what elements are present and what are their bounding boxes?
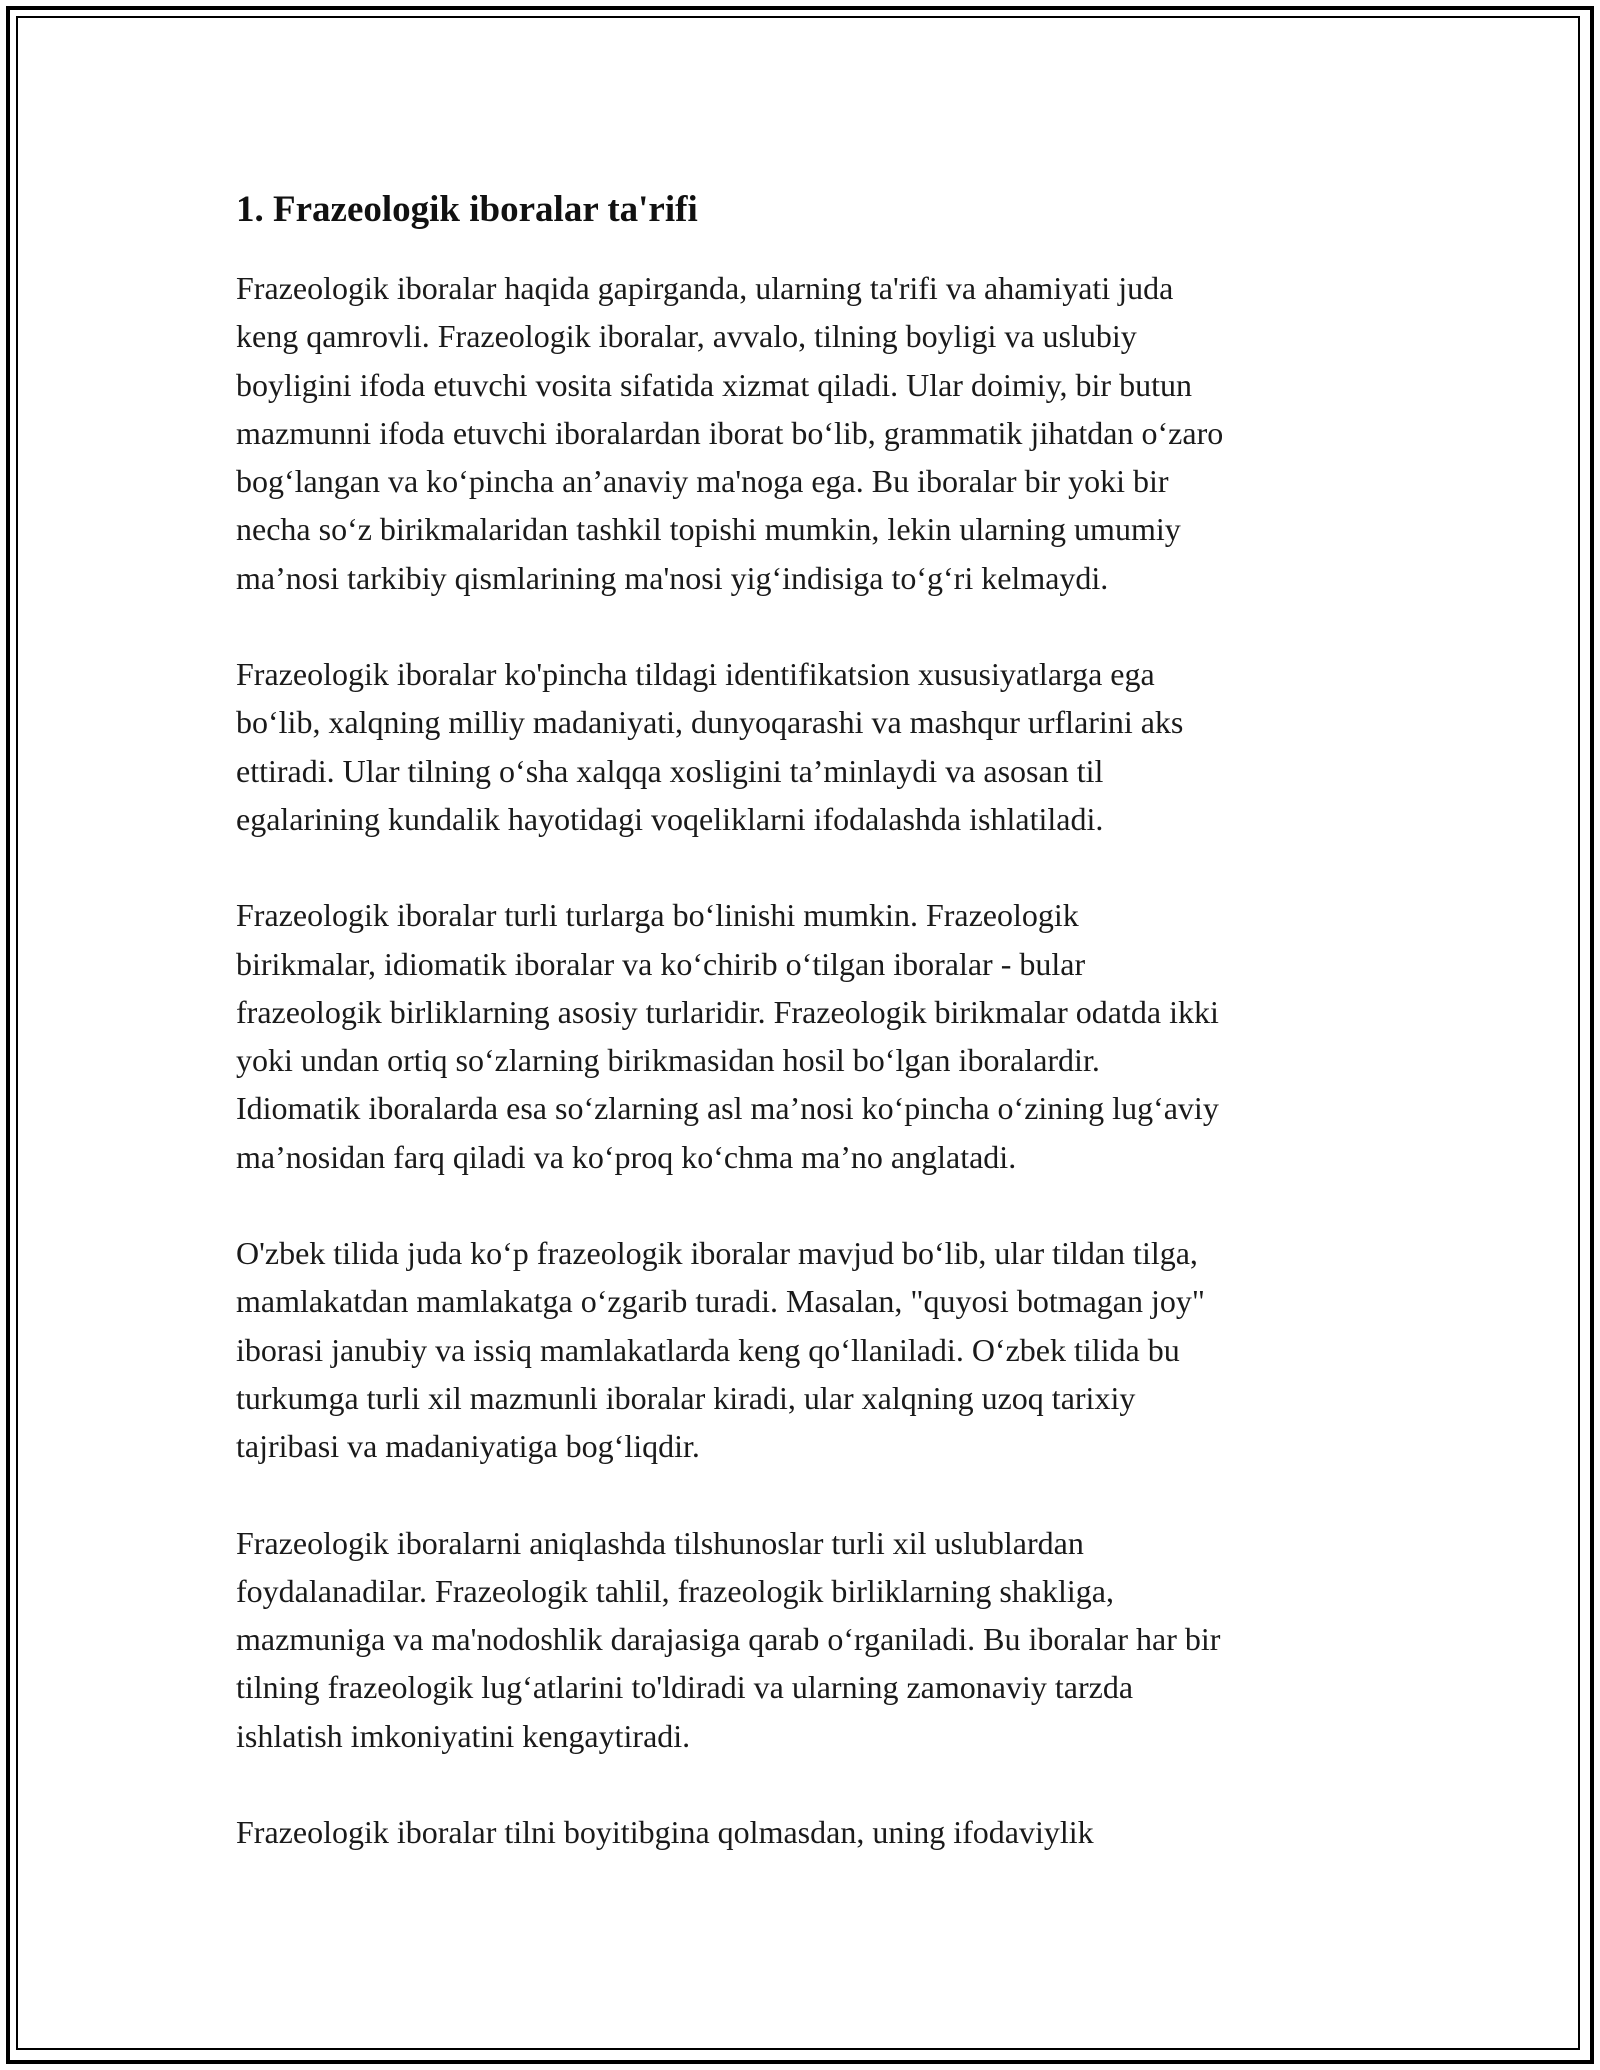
paragraph-definition: Frazeologik iboralar haqida gapirganda, ularning ta'rifi va ahamiyati juda keng qamrovli. Frazeologik iboralar, avvalo, tilning boyligi va uslubiy boyligini ifoda etuvchi vosita sifatida xizmat qiladi. Ular doimiy, bir butun mazmunni ifoda etuvchi iboralardan iborat bo‘lib, grammatik jihatdan o‘zaro bog‘langan va ko‘pincha an’anaviy ma'noga ega. Bu iboralar bir yoki bir necha so‘z birikmalaridan tashkil topishi mumkin, lekin ularning umumiy ma’nosi tarkibiy qismlarining ma'nosi yig‘indisiga to‘g‘ri kelmaydi. — [236, 270, 1224, 596]
section-heading: 1. Frazeologik iboralar ta'rifi — [236, 189, 698, 230]
document-body — [236, 186, 1386, 1904]
paragraph-uzbek-examples: O'zbek tilida juda ko‘p frazeologik iboralar mavjud bo‘lib, ular tildan tilga, mamlakatdan mamlakatga o‘zgarib turadi. Masalan, "quyosi botmagan joy" iborasi janubiy va issiq mamlakatlarda keng qo‘llaniladi. O‘zbek tilida bu turkumga turli xil mazmunli iboralar kiradi, ular xalqning uzoq tarixiy tajribasi va madaniyatiga bog‘liqdir. — [236, 1235, 1205, 1465]
paragraph-national-identity: Frazeologik iboralar ko'pincha tildagi identifikatsion xususiyatlarga ega bo‘lib, xalqning milliy madaniyati, dunyoqarashi va mashqur urflarini aks ettiradi. Ular tilning o‘sha xalqqa xosligini ta’minlaydi va asosan til egalarining kundalik hayotidagi voqeliklarni ifodalashda ishlatiladi. — [236, 656, 1184, 837]
paragraph-types: Frazeologik iboralar turli turlarga bo‘linishi mumkin. Frazeologik birikmalar, idiomatik iboralar va ko‘chirib o‘tilgan iboralar - bular frazeologik birliklarning asosiy turlaridir. Frazeologik birikmalar odatda ikki yoki undan ortiq so‘zlarning birikmasidan hosil bo‘lgan iboralardir. Idiomatik iboralarda esa so‘zlarning asl ma’nosi ko‘pincha o‘zining lug‘aviy ma’nosidan farq qiladi va ko‘proq ko‘chma ma’no anglatadi. — [236, 897, 1219, 1175]
paragraph-expressiveness: Frazeologik iboralar tilni boyitibgina qolmasdan, uning ifodaviylik — [236, 1814, 1094, 1851]
paragraph-analysis-methods: Frazeologik iboralarni aniqlashda tilshunoslar turli xil uslublardan foydalanadilar. Frazeologik tahlil, frazeologik birliklarning shakliga, mazmuniga va ma'nodoshlik darajasiga qarab o‘rganiladi. Bu iboralar har bir tilning frazeologik lug‘atlarini to'ldiradi va ularning zamonaviy tarzda ishlatish imkoniyatini kengaytiradi. — [236, 1524, 1221, 1754]
